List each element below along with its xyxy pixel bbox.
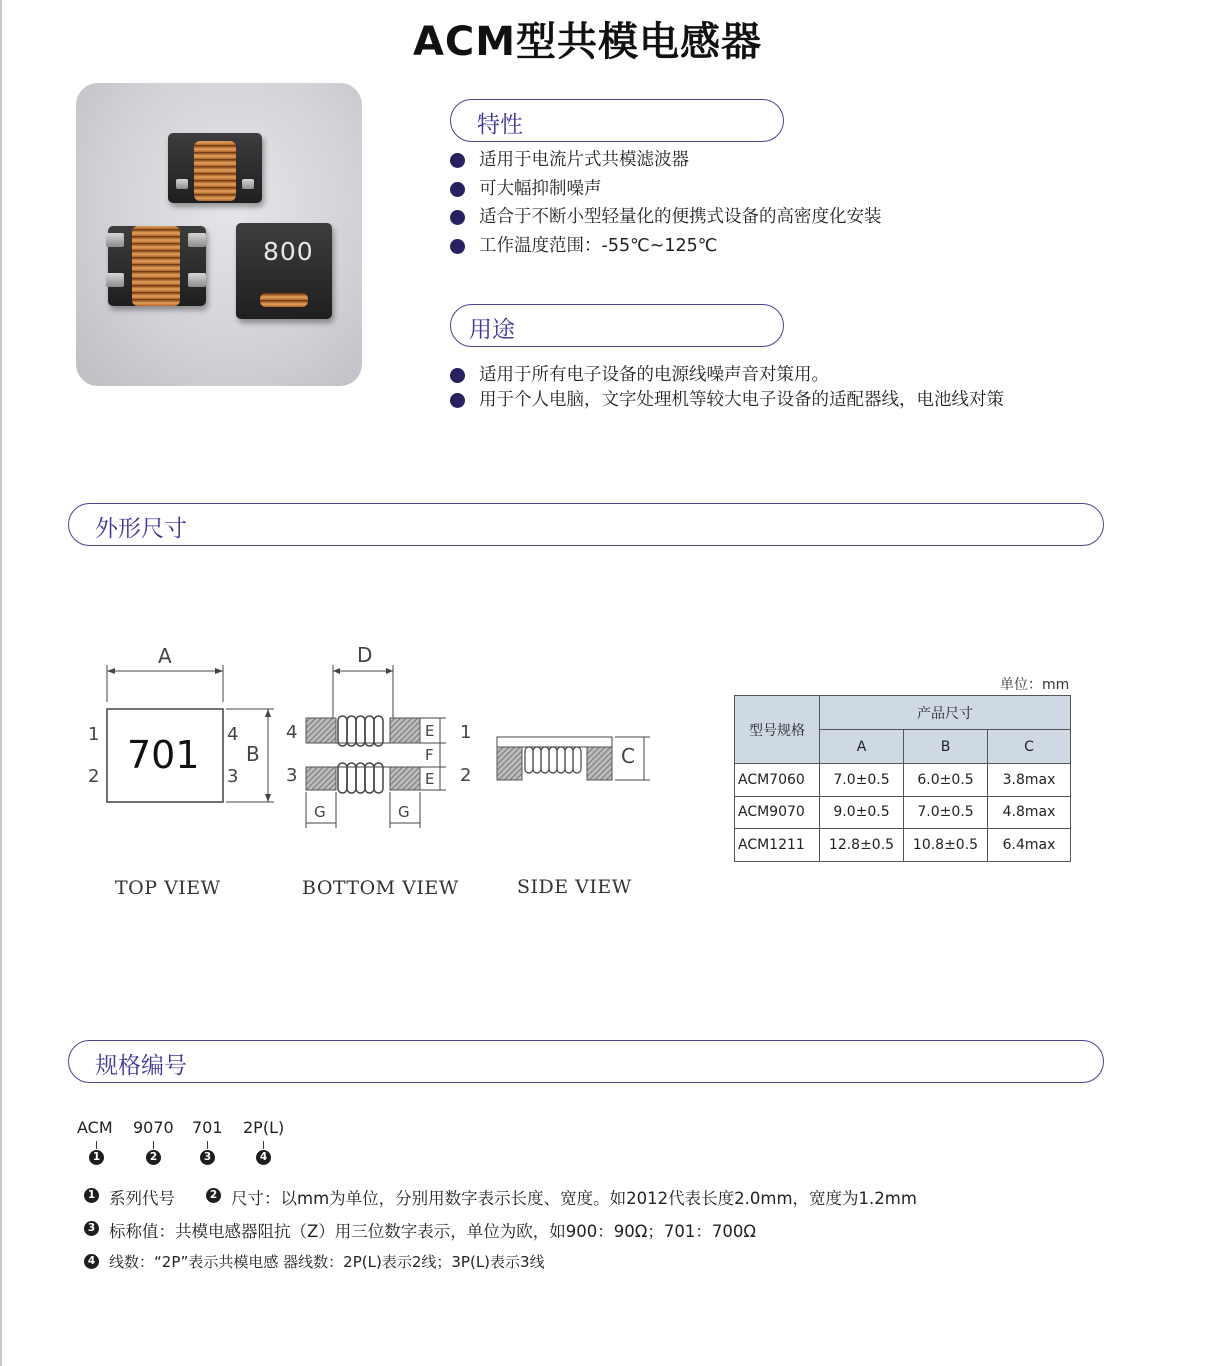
page-left-rule bbox=[0, 0, 2, 1366]
pin-3-label: 3 bbox=[227, 766, 239, 787]
top-view-lines bbox=[80, 640, 280, 810]
dimension-table bbox=[734, 695, 1071, 862]
code-value: 701 bbox=[192, 1118, 223, 1137]
product-photo bbox=[76, 83, 362, 386]
cell-a: 9.0±0.5 bbox=[820, 796, 904, 829]
dim-e-label: E bbox=[425, 722, 435, 740]
cell-b: 6.0±0.5 bbox=[904, 764, 988, 797]
code-tick bbox=[96, 1141, 97, 1149]
dim-b-label: B bbox=[246, 742, 260, 766]
bullet-icon bbox=[450, 153, 465, 168]
cell-model: ACM1211 bbox=[735, 829, 820, 862]
top-view-drawing bbox=[80, 640, 280, 810]
inductor-component-right bbox=[236, 223, 332, 319]
marker-3-icon: 3 bbox=[200, 1150, 215, 1165]
list-item: 适用于电流片式共模滤波器 bbox=[450, 146, 882, 175]
page-title: ACM型共模电感器 bbox=[412, 19, 763, 65]
usage-heading: 用途 bbox=[450, 304, 784, 347]
cell-c: 3.8max bbox=[988, 764, 1071, 797]
table-row bbox=[735, 764, 1071, 797]
bottom-view-drawing bbox=[280, 640, 480, 840]
pin-1-label: 1 bbox=[88, 724, 100, 745]
top-view-marking: 701 bbox=[127, 733, 200, 777]
cell-a: 7.0±0.5 bbox=[820, 764, 904, 797]
pin-2-label: 2 bbox=[460, 765, 472, 786]
cell-c: 4.8max bbox=[988, 796, 1071, 829]
header-col-b: B bbox=[904, 730, 988, 764]
list-item: 适合于不断小型轻量化的便携式设备的高密度化安装 bbox=[450, 203, 882, 232]
side-view-caption: SIDE VIEW bbox=[517, 876, 632, 898]
list-item: 适用于所有电子设备的电源线噪声音对策用。 bbox=[450, 363, 1004, 388]
header-col-c: C bbox=[988, 730, 1071, 764]
dim-d-label: D bbox=[357, 643, 373, 667]
note-value: 标称值：共模电感器阻抗（Z）用三位数字表示，单位为欧，如900：90Ω；701：700Ω bbox=[109, 1222, 756, 1241]
table-row bbox=[735, 796, 1071, 829]
top-view-caption: TOP VIEW bbox=[115, 877, 221, 899]
header-model: 型号规格 bbox=[735, 696, 820, 764]
table-row bbox=[735, 829, 1071, 862]
bullet-icon bbox=[450, 210, 465, 225]
pin-3-label: 3 bbox=[286, 765, 298, 786]
code-tick bbox=[263, 1141, 264, 1149]
unit-label: 单位：mm bbox=[1000, 677, 1070, 693]
note-3-marker-icon: 3 bbox=[84, 1221, 99, 1236]
part-number-heading: 规格编号 bbox=[68, 1040, 1104, 1083]
bottom-view-caption: BOTTOM VIEW bbox=[302, 877, 459, 899]
dim-a-label: A bbox=[158, 644, 172, 668]
marker-4-icon: 4 bbox=[256, 1150, 271, 1165]
pin-1-label: 1 bbox=[460, 722, 472, 743]
dim-f-label: F bbox=[425, 746, 434, 764]
bottom-view-lines bbox=[280, 640, 480, 840]
note-size: 尺寸：以mm为单位，分别用数字表示长度、宽度。如2012代表长度2.0mm，宽度为1.2mm bbox=[231, 1189, 917, 1208]
code-tick bbox=[207, 1141, 208, 1149]
header-size: 产品尺寸 bbox=[820, 696, 1071, 730]
cell-b: 7.0±0.5 bbox=[904, 796, 988, 829]
features-heading: 特性 bbox=[450, 99, 784, 142]
component-marking: 800 bbox=[263, 237, 314, 266]
marker-1-icon: 1 bbox=[89, 1150, 104, 1165]
bullet-icon bbox=[450, 182, 465, 197]
dim-e-label: E bbox=[425, 770, 435, 788]
bullet-icon bbox=[450, 368, 465, 383]
usage-list bbox=[450, 363, 1004, 413]
code-size: 9070 bbox=[133, 1118, 174, 1137]
dim-g-label: G bbox=[314, 803, 326, 821]
note-4-marker-icon: 4 bbox=[84, 1254, 99, 1269]
note-series: 系列代号 bbox=[109, 1189, 175, 1208]
dimensions-heading: 外形尺寸 bbox=[68, 503, 1104, 546]
pin-4-label: 4 bbox=[227, 724, 239, 745]
code-series: ACM bbox=[77, 1118, 113, 1137]
list-item: 可大幅抑制噪声 bbox=[450, 175, 882, 204]
bullet-icon bbox=[450, 239, 465, 254]
code-tick bbox=[153, 1141, 154, 1149]
header-col-a: A bbox=[820, 730, 904, 764]
features-list bbox=[450, 146, 882, 260]
dim-g-label: G bbox=[398, 803, 410, 821]
cell-b: 10.8±0.5 bbox=[904, 829, 988, 862]
side-view-drawing bbox=[490, 720, 660, 790]
cell-a: 12.8±0.5 bbox=[820, 829, 904, 862]
note-1-marker-icon: 1 bbox=[84, 1188, 99, 1203]
pin-4-label: 4 bbox=[286, 722, 298, 743]
bullet-icon bbox=[450, 393, 465, 408]
inductor-component-back bbox=[168, 133, 262, 203]
marker-2-icon: 2 bbox=[146, 1150, 161, 1165]
code-lines: 2P(L) bbox=[243, 1118, 285, 1137]
note-lines: 线数：“2P”表示共模电感 器线数：2P(L)表示2线；3P(L)表示3线 bbox=[109, 1253, 545, 1271]
list-item: 工作温度范围：-55℃~125℃ bbox=[450, 232, 882, 261]
cell-model: ACM9070 bbox=[735, 796, 820, 829]
table-header-row bbox=[735, 696, 1071, 730]
pin-2-label: 2 bbox=[88, 766, 100, 787]
note-2-marker-icon: 2 bbox=[206, 1188, 221, 1203]
dim-c-label: C bbox=[621, 744, 635, 768]
list-item: 用于个人电脑，文字处理机等较大电子设备的适配器线，电池线对策 bbox=[450, 388, 1004, 413]
cell-model: ACM7060 bbox=[735, 764, 820, 797]
cell-c: 6.4max bbox=[988, 829, 1071, 862]
